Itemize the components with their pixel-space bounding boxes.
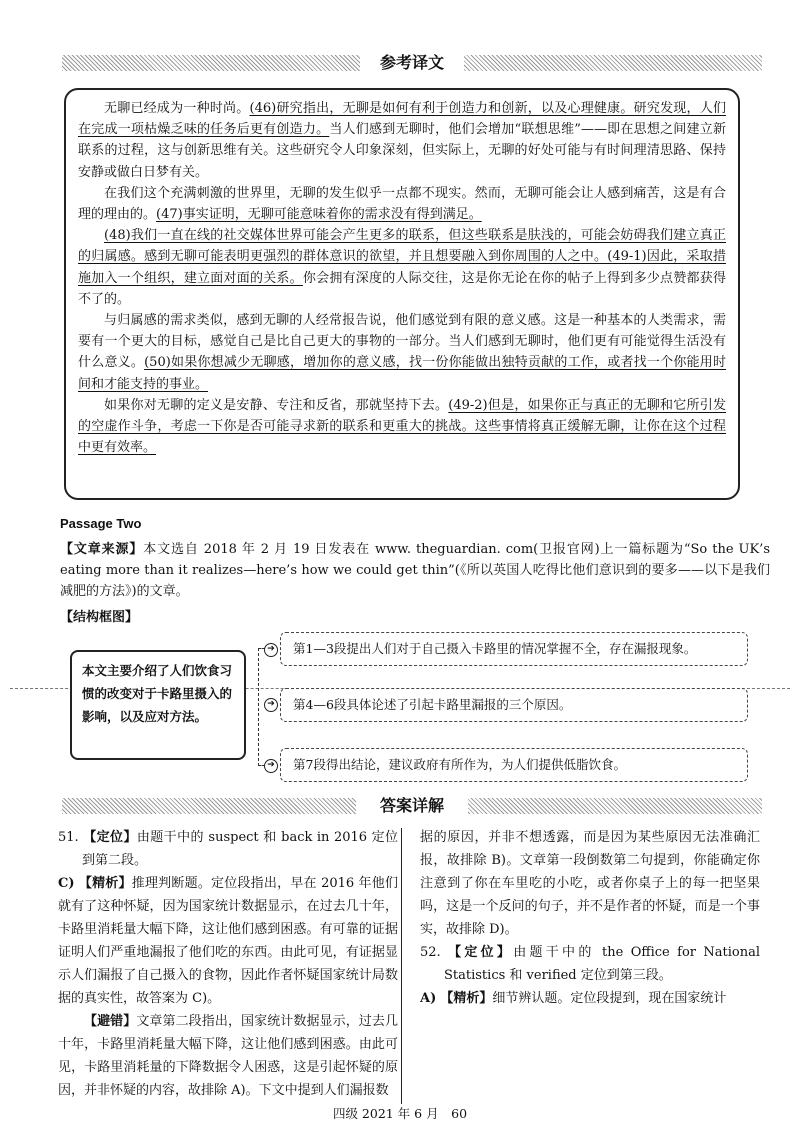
question-51-error-analysis: 【避错】文章第二段指出，国家统计数据显示，过去几十年，卡路里消耗量大幅下降，这让他们感到困惑。由此可见，卡路里消耗量的下降数据令人困惑，这是引起怀疑的原因，并非怀疑的内容，故排除 A)。下文中提到人们漏报数: [58, 1014, 398, 1098]
answers-right-column: [420, 826, 760, 1102]
translation-banner: [62, 52, 762, 74]
translation-paragraph: 与归属感的需求类似，感到无聊的人经常报告说，他们感觉到有限的意义感。这是一种基本的人类需求，需要有一个更大的目标，感觉自己是比自己更大的事物的一部分。当人们感到无聊时，他们更有可能觉得生活没有什么意义。(50)如果你想减少无聊感，增加你的意义感，找一份你能做出独特贡献的工作，或者找一个你能用时间和才能支持的事业。: [78, 313, 726, 392]
question-52-analysis: A) 【精析】细节辨认题。定位段提到，现在国家统计: [420, 991, 727, 1006]
question-52-locate: 52. 【定位】由题干中的 the Office for National Statistics 和 verified 定位到第三段。: [420, 945, 760, 983]
structure-branch-3: 第7段得出结论，建议政府有所作为，为人们提供低脂饮食。: [280, 748, 748, 782]
structure-branch-1: 第1—3段提出人们对于自己摄入卡路里的情况掌握不全，存在漏报现象。: [280, 632, 748, 666]
answer-letter: C): [58, 876, 75, 891]
translation-box: [64, 88, 740, 500]
banner-title: 参考译文: [360, 52, 464, 74]
translation-paragraph: (48)我们一直在线的社交媒体世界可能会产生更多的联系，但这些联系是肤浅的，可能会妨碍我们建立真正的归属感。感到无聊可能表明更强烈的群体意识的欲望，并且想要融入到你周围的人之中。(49-1)因此，采取措施加入一个组织，建立面对面的关系。你会拥有深度的人际交往，这是你无论在你的帖子上得到多少点赞都获得不了的。: [78, 228, 726, 307]
article-source: [60, 539, 770, 602]
source-text: 本文选自 2018 年 2 月 19 日发表在 www. theguardian. com(卫报官网)上一篇标题为“So the UK’s eating more than it realizes—here’s how we could get thin”(《所以英国人吃得比他们意识到的要多——以下是我们减肥的方法》)的文章。: [60, 542, 770, 599]
question-51-error-analysis-continued: 据的原因，并非不想透露，而是因为某些原因无法准确汇报，故排除 B)。文章第一段倒数第二句提到，你能确定你注意到了你在车里吃的小吃，或者你桌子上的每一把坚果吗，这是一个反问的句子，并不是作者的怀疑，而是一个事实，故排除 D)。: [420, 830, 760, 937]
banner-title: 答案详解: [356, 795, 468, 817]
question-51-locate: 51. 【定位】由题干中的 suspect 和 back in 2016 定位到第二段。: [58, 830, 398, 868]
source-label: 【文章来源】: [60, 542, 144, 557]
arrow-circle-icon: ➔: [264, 643, 278, 657]
answer-letter: A): [420, 991, 437, 1006]
translation-paragraph: 在我们这个充满刺激的世界里，无聊的发生似乎一点都不现实。然而，无聊可能会让人感到痛苦，这是有合理的理由的。(47)事实证明，无聊可能意味着你的需求没有得到满足。: [78, 185, 726, 223]
structure-label: 【结构框图】: [60, 610, 139, 625]
page-footer: 四级 2021 年 6 月 60: [332, 1106, 468, 1121]
translation-paragraph: 如果你对无聊的定义是安静、专注和反省，那就坚持下去。(49-2)但是，如果你正与真正的无聊和它所引发的空虚作斗争，考虑一下你是否可能寻求新的联系和更重大的挑战。这些事情将真正缓解无聊，让你在这个过程中更有效率。: [78, 397, 726, 456]
passage-heading: Passage Two: [60, 516, 142, 531]
arrow-circle-icon: ➔: [264, 698, 278, 712]
column-divider: [401, 828, 402, 1104]
question-51-analysis: C) 【精析】推理判断题。定位段指出，早在 2016 年他们就有了这种怀疑，因为国家统计数据显示，在过去几十年，卡路里消耗量大幅下降，这让他们感到困惑。有可靠的证据证明人们严重地漏报了他们吃的东西。由此可见，有证据显示人们漏报了自己摄入的食物，因此作者怀疑国家统计局数据的真实性，故答案为 C)。: [58, 876, 398, 1006]
answers-banner: [62, 795, 762, 817]
translation-paragraph: 无聊已经成为一种时尚。(46)研究指出，无聊是如何有利于创造力和创新，以及心理健康。研究发现，人们在完成一项枯燥乏味的任务后更有创造力。当人们感到无聊时，他们会增加“联想思维”——即在思想之间建立新联系的过程，这与创新思维有关。这些研究令人印象深刻，但实际上，无聊的好处可能与有时间理清思路、保持安静或做白日梦有关。: [78, 101, 726, 180]
structure-main-box: 本文主要介绍了人们饮食习惯的改变对于卡路里摄入的影响，以及应对方法。: [70, 650, 246, 760]
arrow-circle-icon: ➔: [264, 759, 278, 773]
answers-left-column: [58, 826, 398, 1102]
structure-branch-2: 第4—6段具体论述了引起卡路里漏报的三个原因。: [280, 688, 748, 722]
